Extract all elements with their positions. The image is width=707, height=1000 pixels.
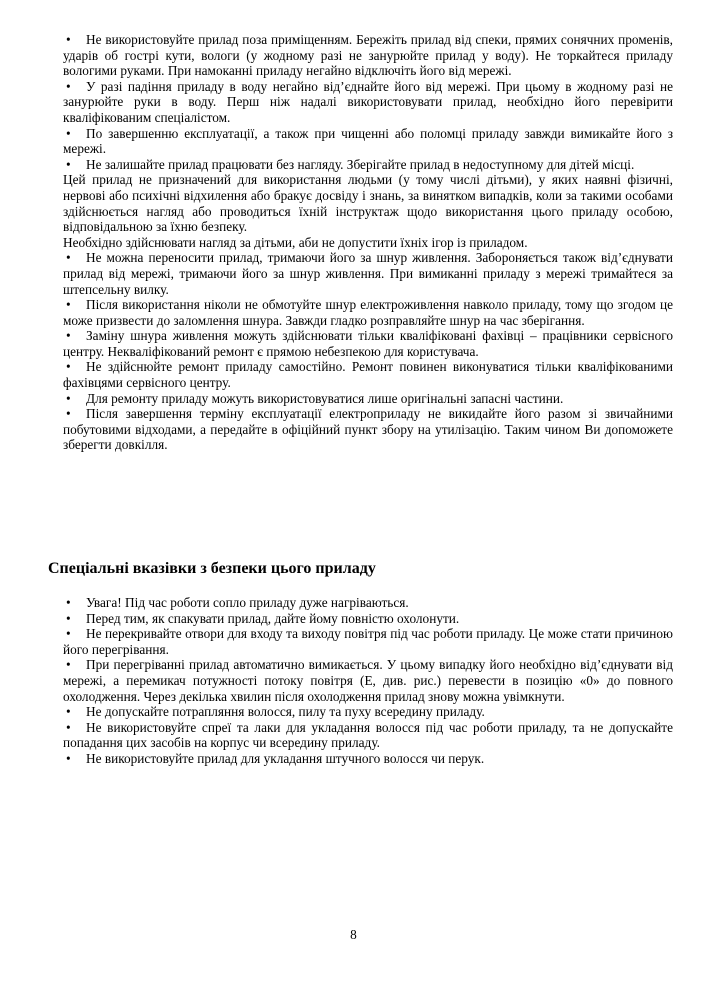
page-number: 8 (350, 927, 357, 942)
bullet-icon: • (66, 250, 71, 266)
bullet-icon: • (66, 359, 71, 375)
list-item (63, 297, 673, 328)
list-item-text: Не можна переносити прилад, тримаючи його за шнур живлення. Забороняється також від’єднувати прилад від мережі, тримаючи його за шнур живлення. При вимиканні приладу з мережі тримайтеся за штепсельну вилку. (63, 250, 673, 297)
bullet-icon: • (66, 719, 71, 735)
bullet-icon: • (66, 406, 71, 422)
list-item-text: Після використання ніколи не обмотуйте шнур електроживлення навколо приладу, тому що згодом це може призвести до заломлення шнура. Завжди гладко розправляйте шнур на час зберігання. (63, 297, 673, 328)
bullet-icon: • (66, 626, 71, 642)
list-item-text: Перед тим, як спакувати прилад, дайте йому повністю охолонути. (86, 610, 460, 626)
safety-instructions-general (63, 32, 673, 453)
list-item (63, 250, 673, 297)
list-item (63, 32, 673, 79)
bullet-icon: • (66, 32, 71, 47)
bullet-icon: • (66, 390, 71, 406)
paragraph: Цей прилад не призначений для використання людьми (у тому числі дітьми), у яких наявні фізичні, нервові або психічні відхилення або бракує досвіду і знань, за винятком випадків, коли за такими особами здійснюється нагляд або проводиться їхній інструктаж щодо використання цього приладу особою, відповідальною за їхню безпеку. (63, 172, 673, 235)
bullet-icon: • (66, 610, 71, 626)
safety-instructions-device (63, 595, 673, 767)
bullet-icon: • (66, 125, 71, 141)
list-item (63, 406, 673, 453)
list-item-text: Не здійснюйте ремонт приладу самостійно. Ремонт повинен виконуватися тільки кваліфікованими фахівцями сервісного центру. (63, 359, 673, 391)
list-item (63, 626, 673, 657)
list-item (63, 704, 673, 720)
bullet-icon: • (66, 297, 71, 313)
list-item-text: Не використовуйте прилад для укладання штучного волосся чи перук. (86, 750, 485, 766)
list-item (63, 611, 673, 627)
bullet-icon: • (66, 657, 71, 673)
bullet-icon: • (66, 328, 71, 344)
list-item-text: Не залишайте прилад працювати без нагляду. Зберігайте прилад в недоступному для дітей місці. (86, 156, 635, 172)
list-item (63, 720, 673, 751)
paragraph: Необхідно здійснювати нагляд за дітьми, аби не допустити їхніх ігор із приладом. (63, 234, 528, 250)
list-item-text: У разі падіння приладу в воду негайно від’єднайте його від мережі. При цьому в жодному разі не занурюйте руки в воду. Перш ніж надалі використовувати прилад, необхідно його перевірити кваліфікованим спеціалістом. (63, 78, 673, 125)
list-item-text: Заміну шнура живлення можуть здійснювати тільки кваліфіковані фахівці – працівники сервісного центру. Некваліфікований ремонт є прямою небезпекою для користувача. (63, 328, 673, 359)
list-item-text: При перегріванні прилад автоматично вимикається. У цьому випадку його необхідно від’єднувати від мережі, а перемикач потужності потоку повітря (Е, див. рис.) перевести в позицію «0» до повного охолодження. Через декілька хвилин після охолодження прилад знову можна увімкнути. (63, 657, 673, 704)
bullet-icon: • (66, 78, 71, 94)
bullet-icon: • (66, 704, 71, 720)
list-item-text: Не використовуйте спреї та лаки для укладання волосся під час роботи приладу, та не допускайте попадання цих засобів на корпус чи всередину приладу. (63, 719, 673, 751)
section-heading: Спеціальні вказівки з безпеки цього приладу (48, 560, 376, 577)
list-item (63, 126, 673, 157)
list-item-text: По завершенню експлуатації, а також при чищенні або поломці приладу завжди вимикайте його з мережі. (63, 125, 673, 157)
list-item (63, 595, 673, 611)
list-item-text: Увага! Під час роботи сопло приладу дуже нагріваються. (86, 595, 409, 610)
list-item-text: Після завершення терміну експлуатації електроприладу не викидайте його разом зі звичайними побутовими відходами, а передайте в офіційний пункт збору на утилізацію. Таким чином Ви допоможете зберегти довкілля. (63, 406, 673, 453)
list-item (63, 359, 673, 390)
list-item-text: Не допускайте потрапляння волосся, пилу та пуху всередину приладу. (86, 704, 485, 720)
bullet-icon: • (66, 750, 71, 766)
bullet-icon: • (66, 595, 71, 610)
list-item (63, 328, 673, 359)
list-item (63, 391, 673, 407)
list-item (63, 157, 673, 173)
bullet-icon: • (66, 156, 71, 172)
list-item (63, 657, 673, 704)
list-item-text: Не використовуйте прилад поза приміщенням. Бережіть прилад від спеки, прямих сонячних променів, ударів об гострі кути, вологи (у жодному разі не занурюйте прилад у воду). Не торкайтеся приладу вологими руками. При намоканні приладу негайно відключіть його від мережі. (63, 32, 673, 79)
list-item (63, 79, 673, 126)
list-item-text: Для ремонту приладу можуть використовуватися лише оригінальні запасні частини. (86, 390, 564, 406)
list-item (63, 751, 673, 767)
list-item-text: Не перекривайте отвори для входу та виходу повітря під час роботи приладу. Це може стати причиною його перегрівання. (63, 626, 673, 657)
